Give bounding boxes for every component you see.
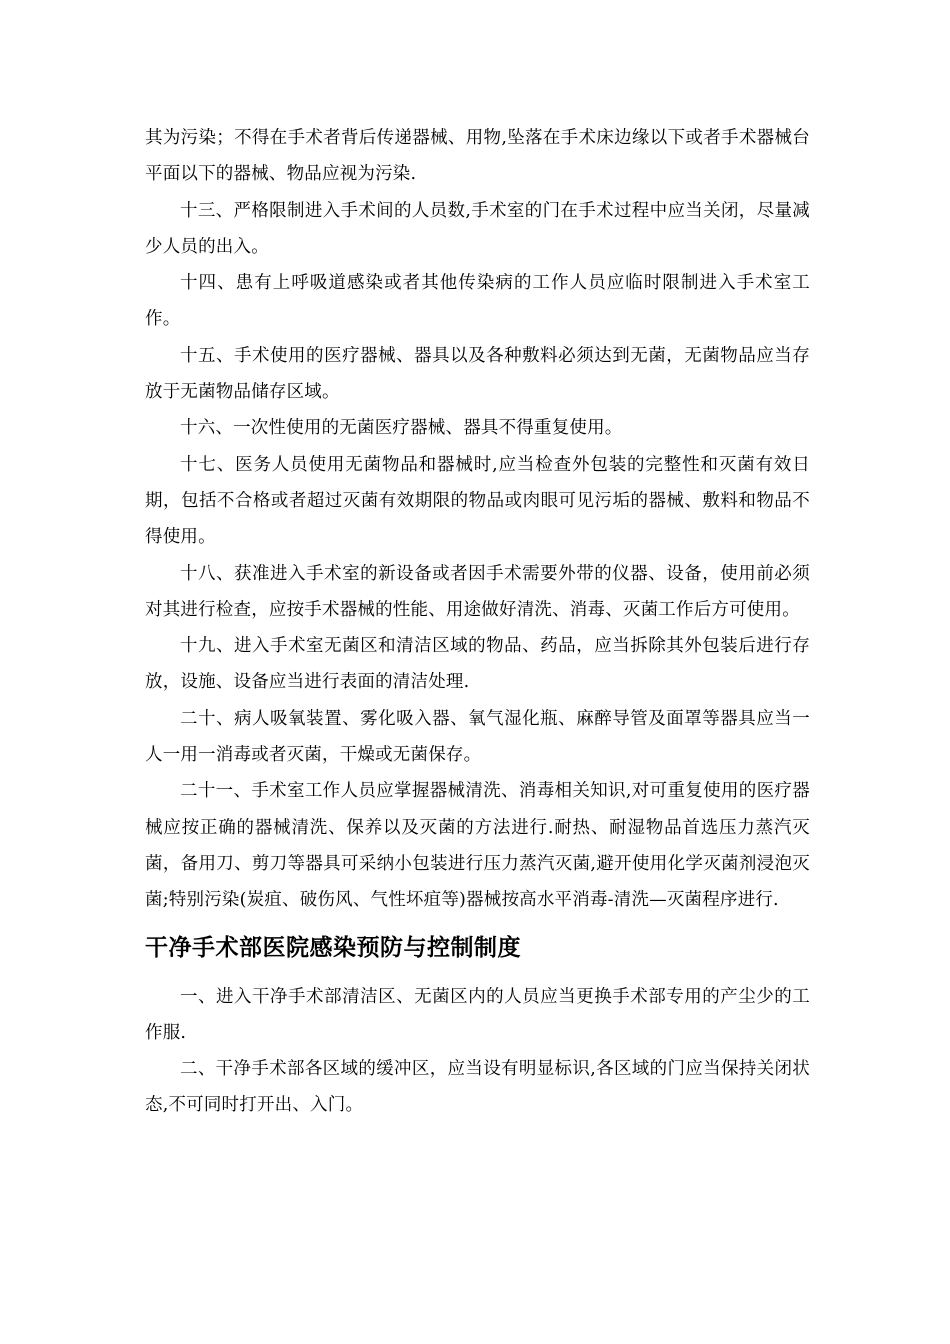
paragraph-item-15: 十五、手术使用的医疗器械、器具以及各种敷料必须达到无菌，无菌物品应当存放于无菌物品储存区域。 — [145, 345, 810, 403]
paragraph-item-18: 十八、获准进入手术室的新设备或者因手术需要外带的仪器、设备，使用前必须对其进行检查，应按手术器械的性能、用途做好清洗、消毒、灭菌工作后方可使用。 — [145, 563, 810, 620]
document-body — [145, 120, 810, 1124]
paragraph-item-13: 十三、严格限制进入手术间的人员数,手术室的门在手术过程中应当关闭，尽量减少人员的出入。 — [145, 200, 810, 257]
section-heading: 干净手术部医院感染预防与控制制度 — [145, 934, 521, 961]
paragraph-item-20: 二十、病人吸氧装置、雾化吸入器、氧气湿化瓶、麻醉导管及面罩等器具应当一人一用一消毒或者灭菌，干燥或无菌保存。 — [145, 708, 810, 766]
paragraph-item-14: 十四、患有上呼吸道感染或者其他传染病的工作人员应临时限制进入手术室工作。 — [145, 273, 810, 330]
paragraph-continuation: 其为污染；不得在手术者背后传递器械、用物,坠落在手术床边缘以下或者手术器械台平面以下的器械、物品应视为污染. — [145, 128, 810, 185]
paragraph-item-21: 二十一、手术室工作人员应掌握器械清洗、消毒相关知识,对可重复使用的医疗器械应按正确的器械清洗、保养以及灭菌的方法进行.耐热、耐湿物品首选压力蒸汽灭菌，备用刀、剪刀等器具可采纳小包装进行压力蒸汽灭菌,避开使用化学灭菌剂浸泡灭菌;特别污染(炭疽、破伤风、气性坏疽等)器械按高水平消毒-清洗—灭菌程序进行. — [145, 781, 810, 911]
paragraph-item-2: 二、干净手术部各区域的缓冲区，应当设有明显标识,各区域的门应当保持关闭状态,不可同时打开出、入门。 — [145, 1059, 810, 1116]
paragraph-item-17: 十七、医务人员使用无菌物品和器械时,应当检查外包装的完整性和灭菌有效日期，包括不合格或者超过灭菌有效期限的物品或肉眼可见污垢的器械、敷料和物品不得使用。 — [145, 454, 810, 548]
paragraph-item-1: 一、进入干净手术部清洁区、无菌区内的人员应当更换手术部专用的产尘少的工作服. — [145, 986, 810, 1043]
paragraph-item-19: 十九、进入手术室无菌区和清洁区域的物品、药品，应当拆除其外包装后进行存放，设施、设备应当进行表面的清洁处理. — [145, 636, 810, 693]
paragraph-item-16: 十六、一次性使用的无菌医疗器械、器具不得重复使用。 — [180, 418, 623, 439]
